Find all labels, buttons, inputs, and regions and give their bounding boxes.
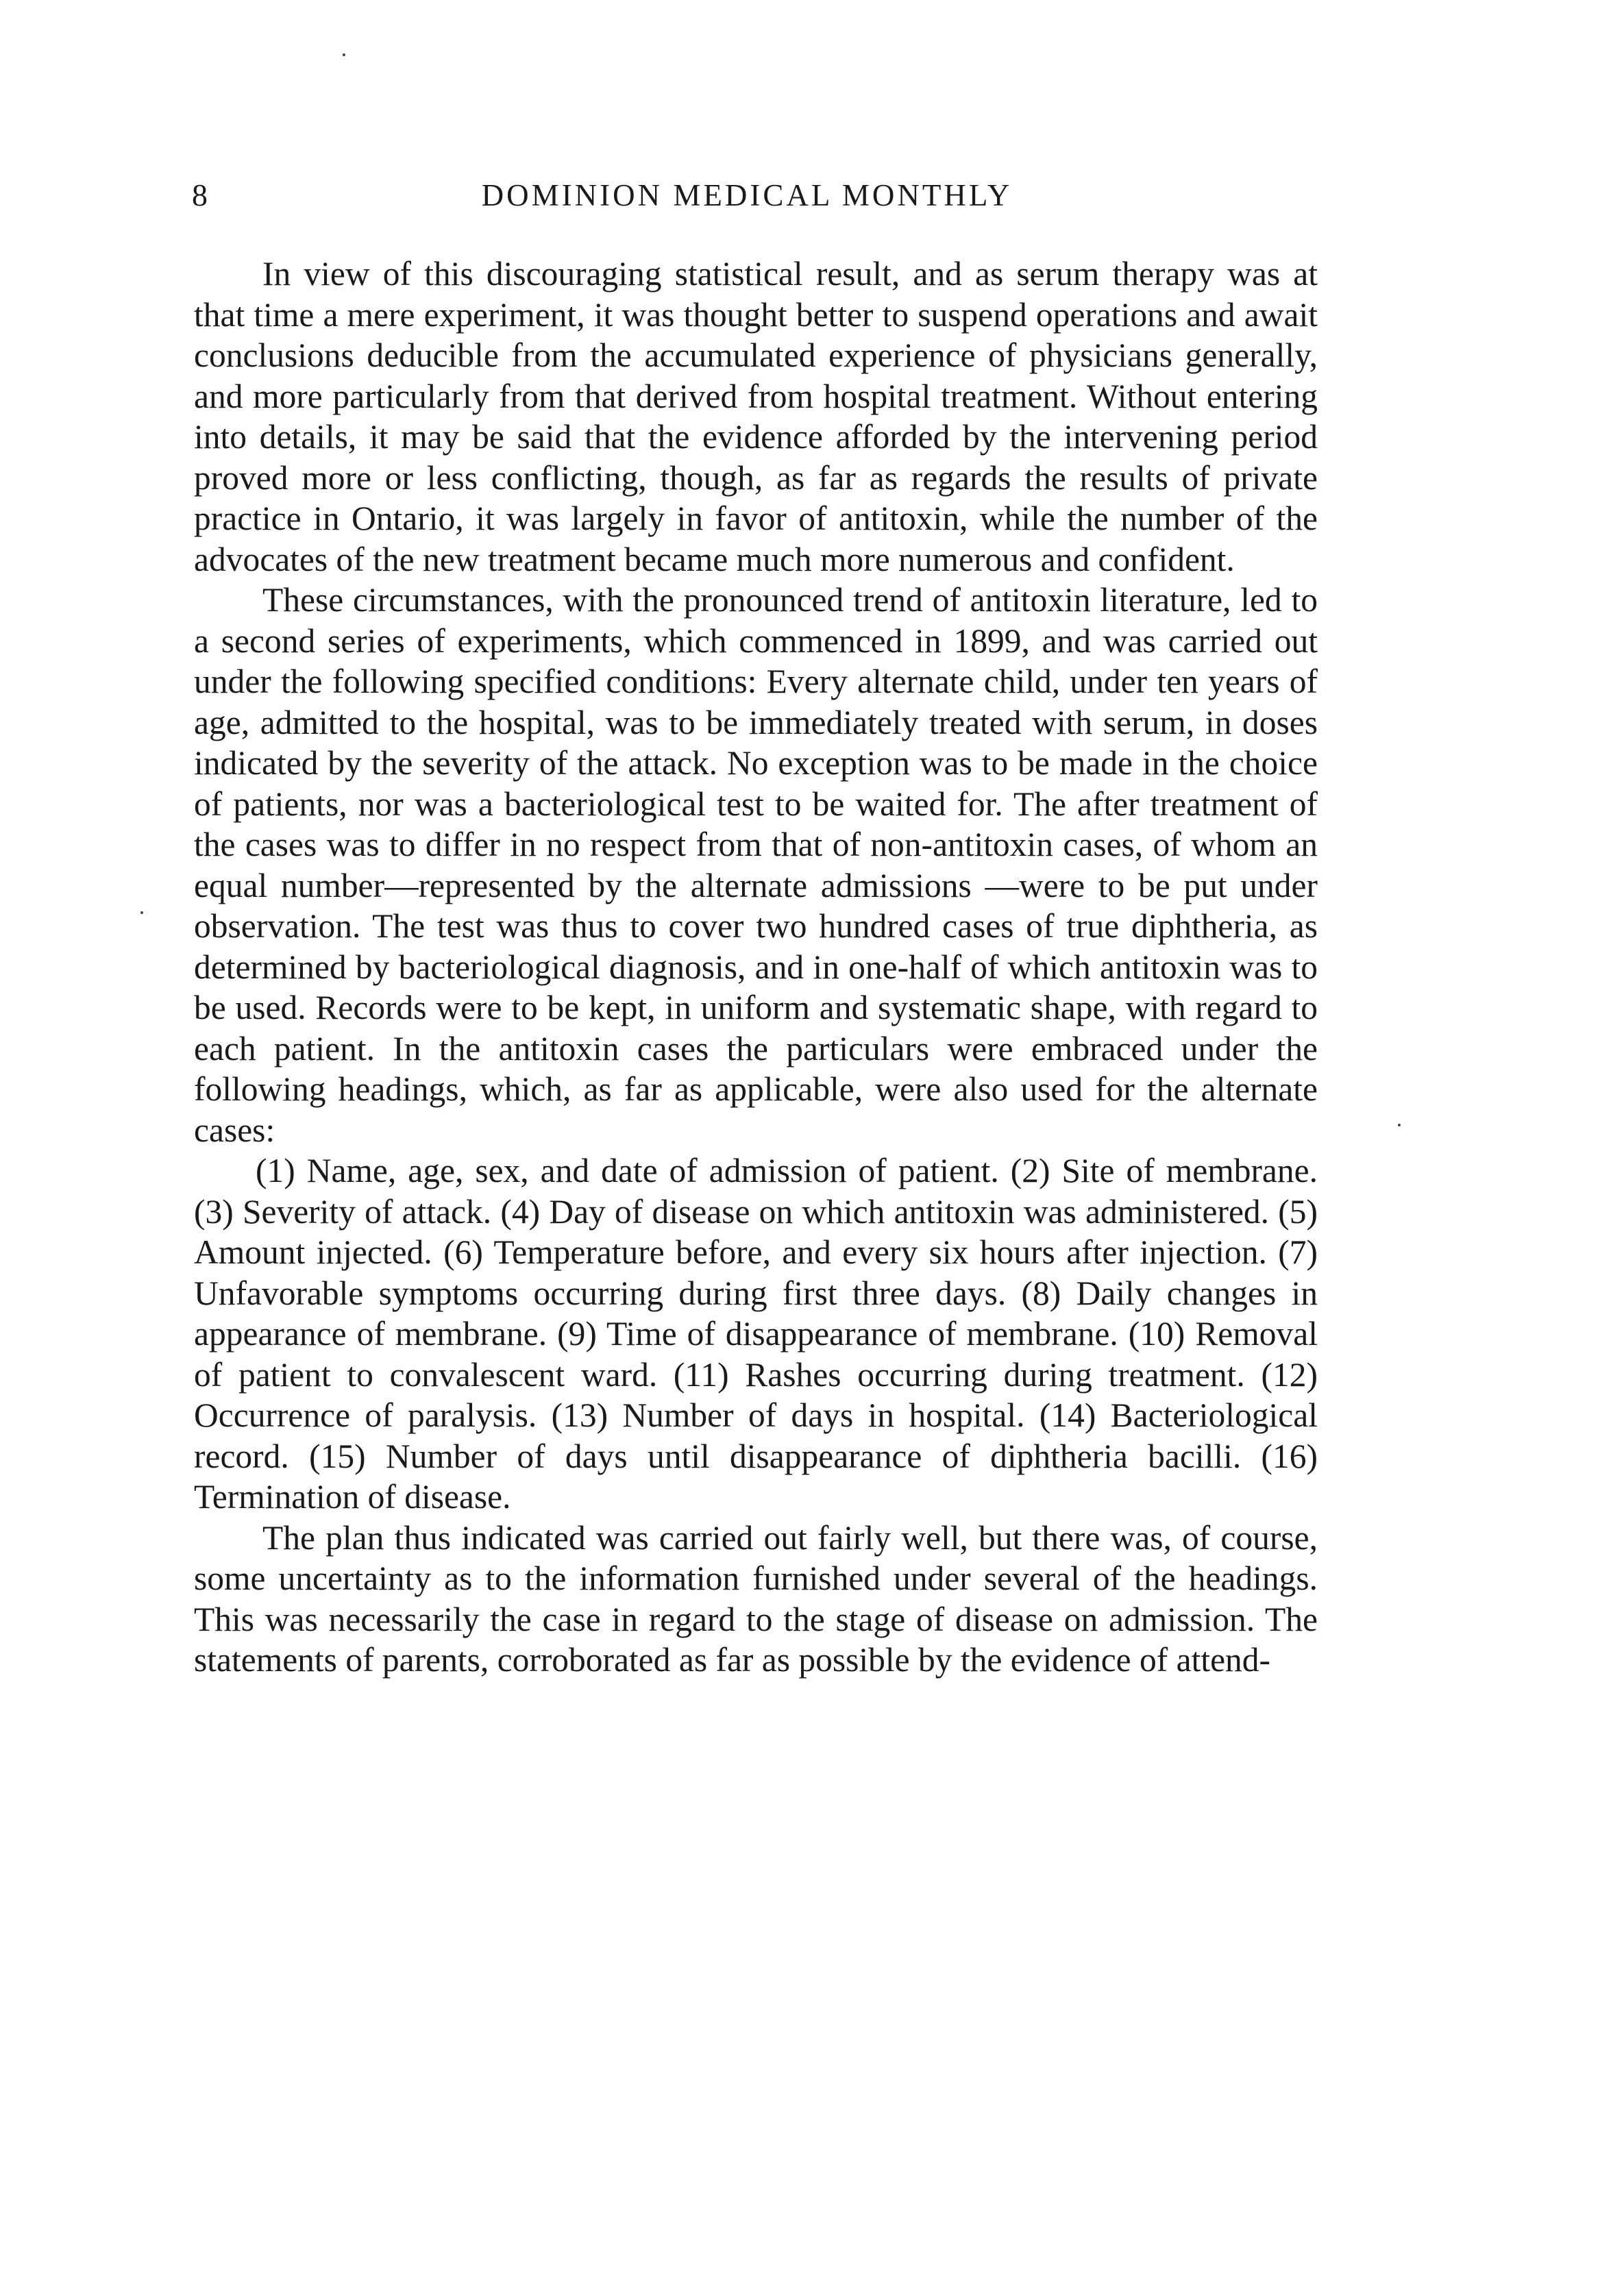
scan-speck (140, 911, 143, 914)
page-header (192, 175, 1302, 230)
article-body (194, 254, 1318, 1681)
paragraph: These circumstances, with the pronounced trend of antitoxin literature, led to a second series of experiments, which commenced in 1899, and was carried out under the following specified conditions: Every alternate child, under ten years of age, admitted to the hospital, was to be immediately treated with serum, in doses indicated by the severity of the attack. No exception was to be made in the choice of patients, nor was a bacteriological test to be waited for. The after treatment of the cases was to differ in no respect from that of non-antitoxin cases, of whom an equal number—represented by the alternate admissions —were to be put under observation. The test was thus to cover two hundred cases of true diphtheria, as determined by bacteriological diagnosis, and in one-half of which antitoxin was to be used. Records were to be kept, in uniform and systematic shape, with regard to each patient. In the antitoxin cases the particulars were embraced under the following headings, which, as far as applicable, were also used for the alternate cases: (194, 581, 1318, 1149)
headings-list-paragraph: (1) Name, age, sex, and date of admission of patient. (2) Site of membrane. (3) Severity of attack. (4) Day of disease on which antitoxin was administered. (5) Amount injected. (6) Temperature before, and every six hours after injection. (7) Unfavorable symptoms occurring during first three days. (8) Daily changes in appearance of membrane. (9) Time of disappearance of membrane. (10) Removal of patient to convalescent ward. (11) Rashes occurring during treatment. (12) Occurrence of paralysis. (13) Number of days in hospital. (14) Bacteriological record. (15) Number of days until disappearance of diphtheria bacilli. (16) Termination of disease. (194, 1152, 1318, 1516)
page-number: 8 (192, 177, 208, 212)
paragraph: The plan thus indicated was carried out fairly well, but there was, of course, some uncertainty as to the information furnished under several of the headings. This was necessarily the case in regard to the stage of disease on admission. The statements of parents, corroborated as far as possible by the evidence of attend- (194, 1518, 1318, 1679)
scan-speck (1398, 1124, 1401, 1126)
paragraph: In view of this discouraging statistical result, and as serum therapy was at that time a mere experiment, it was thought better to suspend operations and await conclusions deducible from the accumulated experience of physicians generally, and more particularly from that derived from hospital treatment. Without entering into details, it may be said that the evidence afforded by the intervening period proved more or less conflicting, though, as far as regards the results of private practice in Ontario, it was largely in favor of antitoxin, while the number of the advocates of the new treatment became much more numerous and confident. (194, 255, 1318, 578)
scan-speck (343, 53, 345, 56)
running-head: DOMINION MEDICAL MONTHLY (481, 178, 1013, 212)
